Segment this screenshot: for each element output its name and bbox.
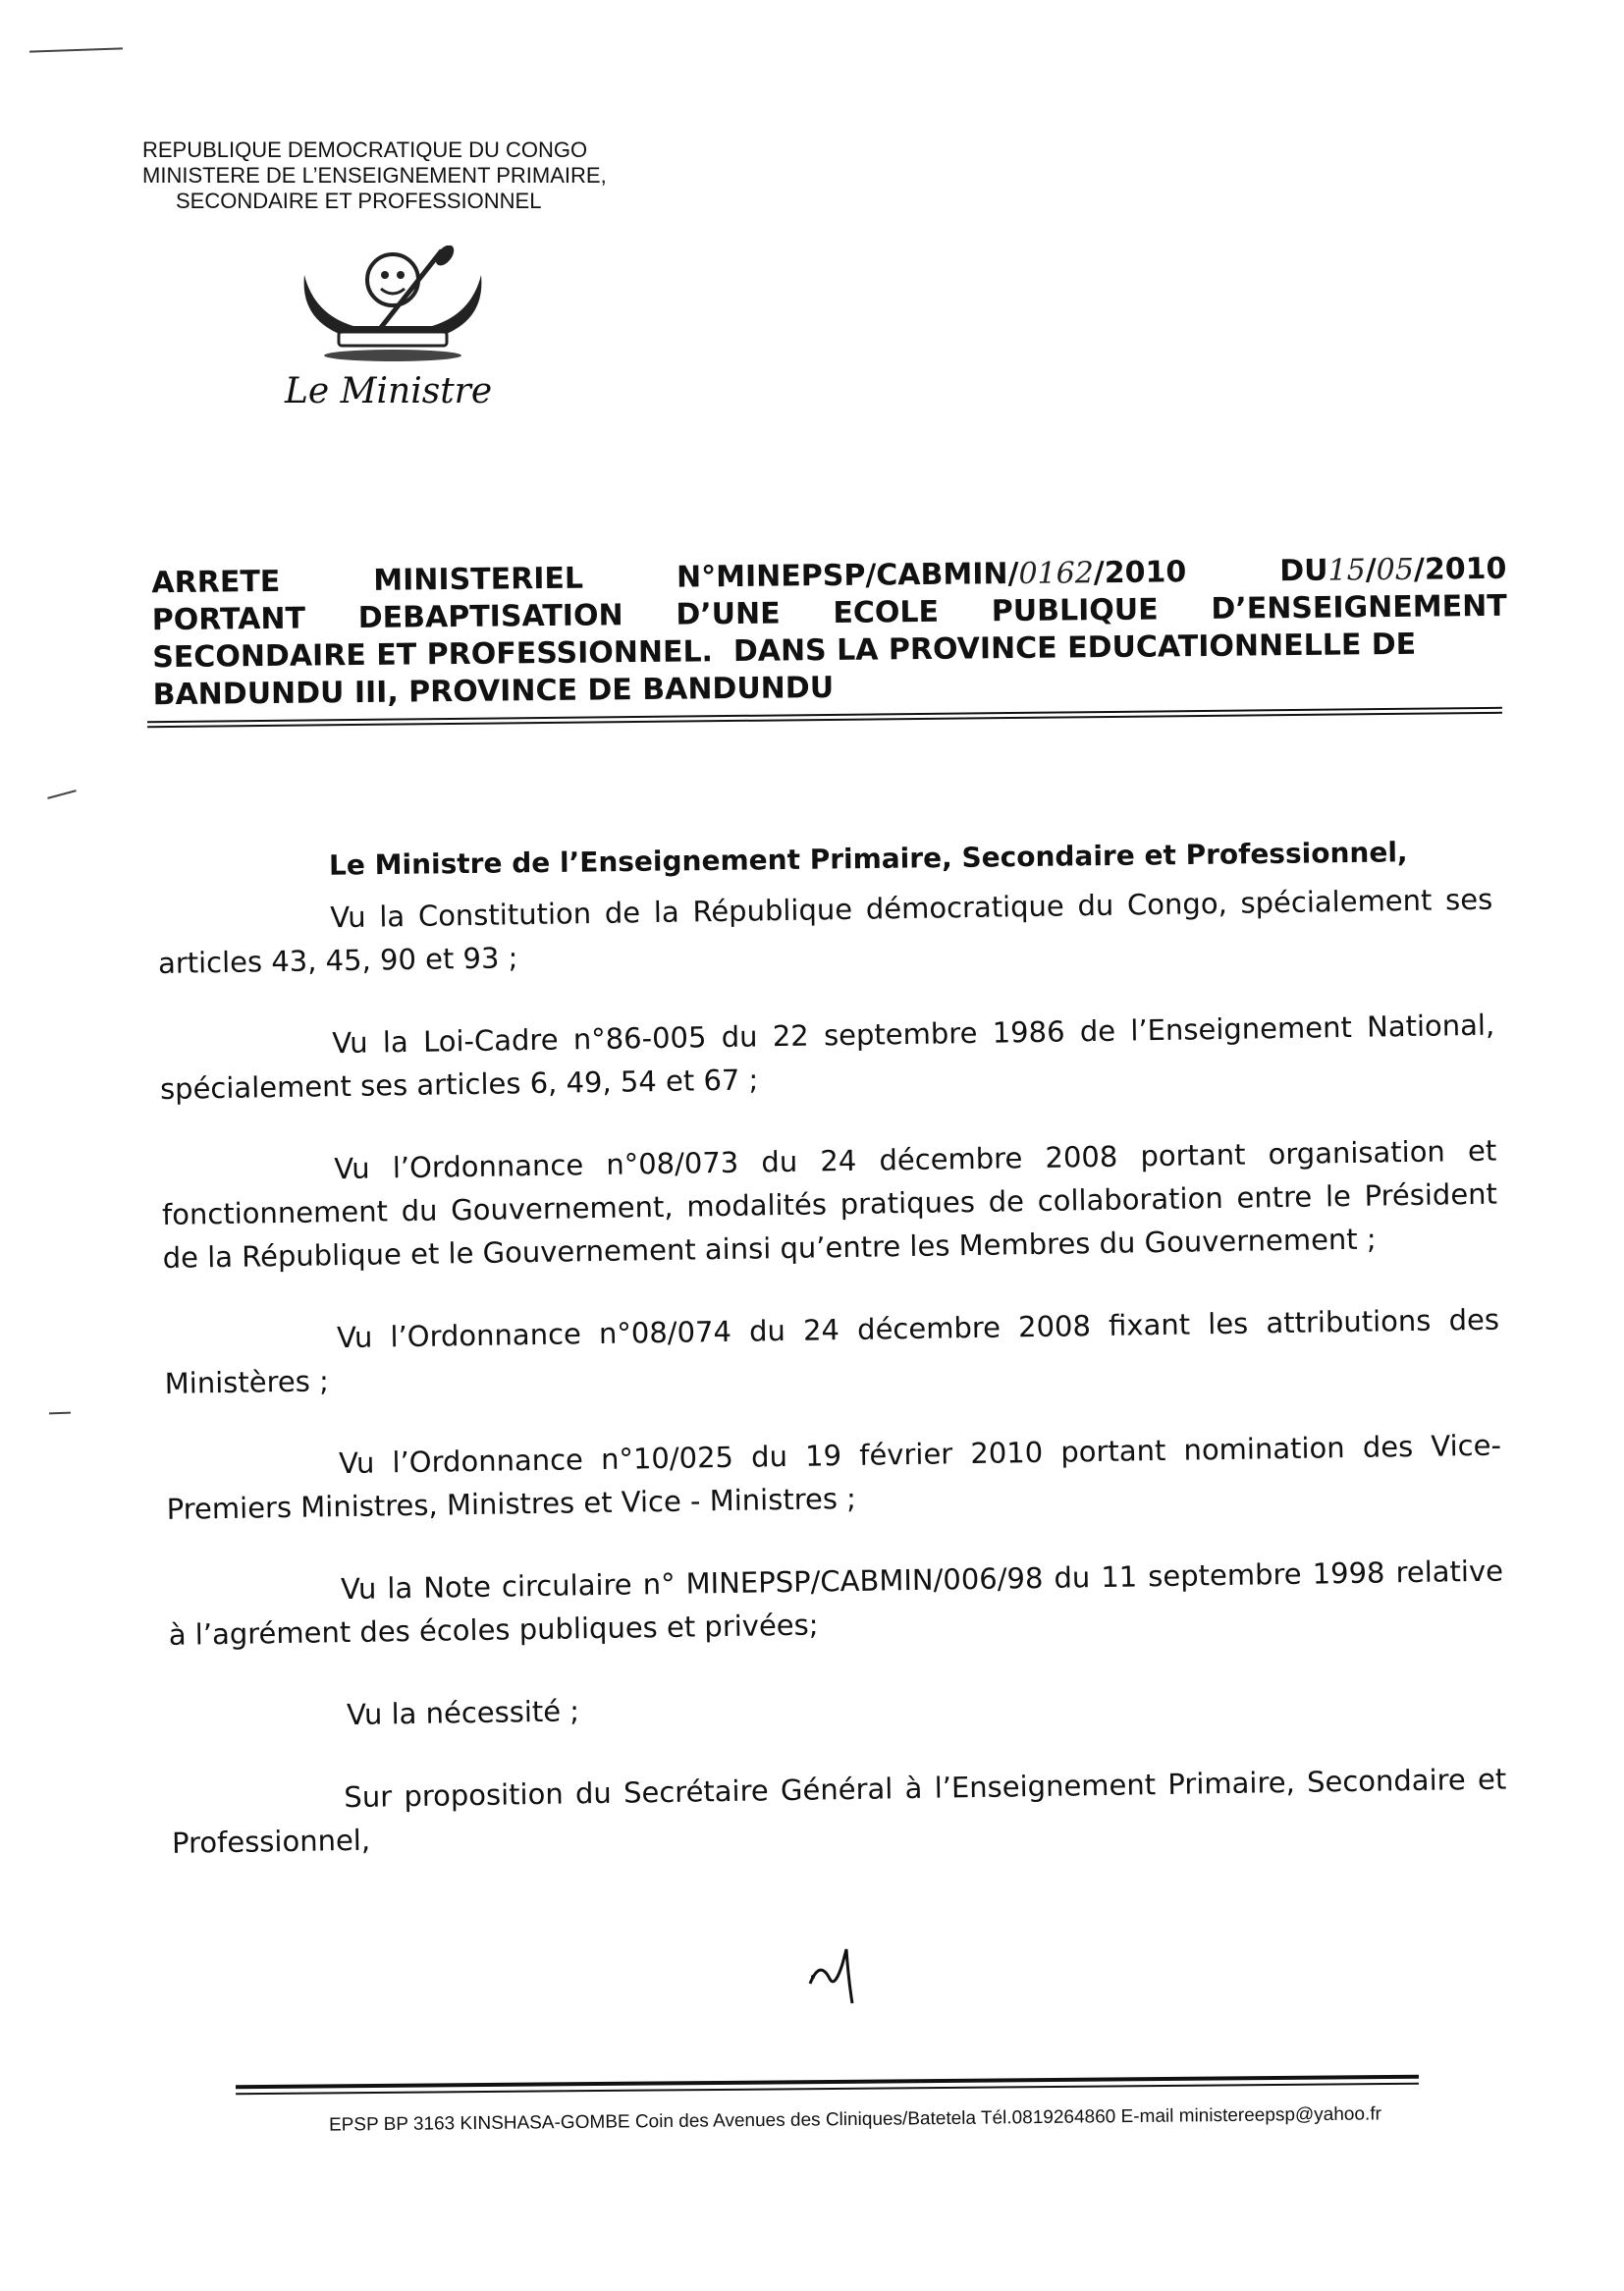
letterhead-line-ministry: MINISTERE DE L’ENSEIGNEMENT PRIMAIRE,	[142, 163, 607, 188]
whereas-paragraph: Vu la nécessité ;	[346, 1694, 580, 1732]
whereas-paragraph: Vu l’Ordonnance n°08/073 du 24 décembre 2008 portant organisation et fonctionnement du Gouvernement, modalités pratiques de collaboration entre le Président de la République et le Gouvernement ainsi qu’entre les Membres du Gouvernement ;	[161, 1133, 1498, 1275]
letterhead-line-country: REPUBLIQUE DEMOCRATIQUE DU CONGO	[142, 137, 588, 162]
title-word: ARRETE	[151, 564, 281, 601]
handwritten-day: 15	[1327, 553, 1366, 588]
scan-mark	[49, 1412, 71, 1415]
coat-of-arms-icon	[295, 245, 491, 363]
title-line: SECONDAIRE ET PROFESSIONNEL. DANS LA PROVINCE EDUCATIONNELLE DE	[152, 627, 1417, 676]
whereas-paragraph: Vu l’Ordonnance n°10/025 du 19 février 2010 portant nomination des Vice-Premiers Ministres, Ministres et Vice - Ministres ;	[166, 1428, 1502, 1526]
letterhead	[142, 137, 731, 214]
title-line: BANDUNDU III, PROVINCE DE BANDUNDU	[152, 670, 835, 713]
whereas-paragraph: Sur proposition du Secrétaire Général à l’Enseignement Primaire, Secondaire et Professionnel,	[171, 1762, 1507, 1860]
letterhead-line-department: SECONDAIRE ET PROFESSIONNEL	[176, 189, 542, 213]
whereas-paragraph: Vu l’Ordonnance n°08/074 du 24 décembre 2008 fixant les attributions des Ministères ;	[164, 1302, 1500, 1400]
title-line: PORTANT DEBAPTISATION D’UNE ECOLE PUBLIQUE D’ENSEIGNEMENT	[151, 588, 1507, 638]
decree-number: N°MINEPSP/CABMIN/0162/2010	[676, 555, 1187, 595]
handwritten-initial-icon	[805, 1939, 884, 2008]
footer-address: EPSP BP 3163 KINSHASA-GOMBE Coin des Avenues des Cliniques/Batetela Tél.0819264860 E-mail ministereepsp@yahoo.fr	[328, 2103, 1382, 2136]
whereas-paragraph: Vu la Note circulaire n° MINEPSP/CABMIN/006/98 du 11 septembre 1998 relative à l’agrément des écoles publiques et privées;	[168, 1554, 1504, 1652]
handwritten-number: 0162	[1018, 556, 1095, 591]
decree-body	[157, 878, 1508, 1904]
title-word: MINISTERIEL	[373, 561, 584, 598]
decree-date: DU15/05/2010	[1279, 551, 1507, 589]
minister-intro: Le Ministre de l’Enseignement Primaire, Secondaire et Professionnel,	[328, 836, 1408, 882]
scan-mark	[29, 47, 123, 52]
whereas-paragraph: Vu la Loi-Cadre n°86-005 du 22 septembre 1986 de l’Enseignement National, spécialement ses articles 6, 49, 54 et 67 ;	[159, 1008, 1495, 1106]
minister-signature-label: Le Ministre	[285, 371, 493, 411]
footer-divider	[236, 2075, 1419, 2096]
whereas-paragraph: Vu la Constitution de la République démocratique du Congo, spécialement ses articles 43, 45, 90 et 93 ;	[157, 882, 1493, 980]
scan-mark	[47, 790, 76, 799]
decree-title	[151, 551, 1508, 714]
handwritten-month: 05	[1376, 552, 1415, 588]
